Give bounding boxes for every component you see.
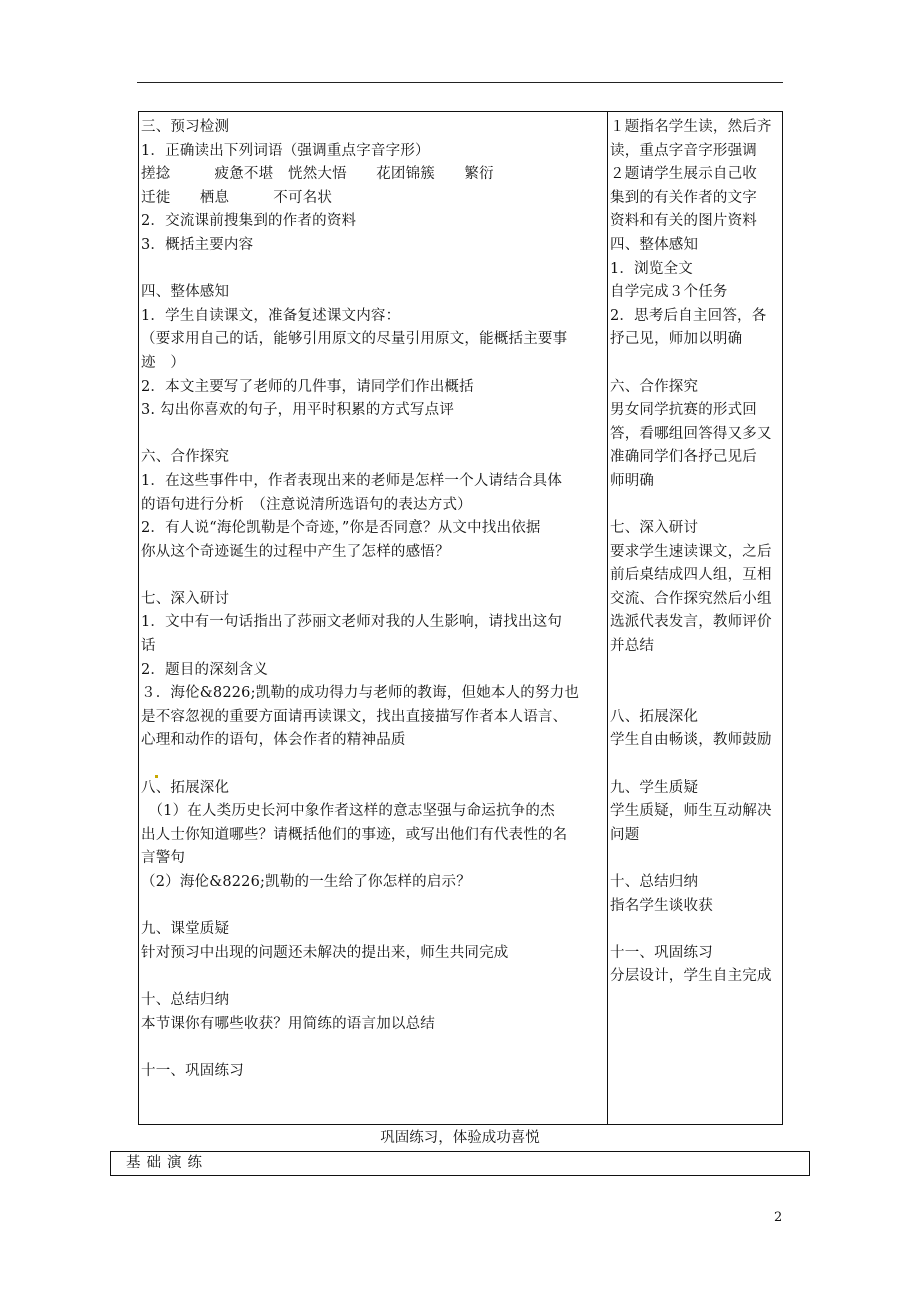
column-divider (607, 112, 608, 1124)
right-line: 选派代表发言，教师评价 (610, 614, 772, 631)
right-line: 交流、合作探究然后小组 (610, 590, 772, 607)
right-line (610, 682, 782, 706)
right-line (610, 494, 782, 518)
lesson-plan-table (138, 111, 783, 1125)
right-line: 分层设计，学生自主完成 (610, 968, 772, 985)
right-line: 资料和有关的图片资料 (610, 213, 757, 230)
left-line: 2．题目的深刻含义 (141, 661, 269, 678)
left-line: 1．正确读出下列词语（强调重点字音字形） (141, 142, 430, 159)
right-line: 学生质疑，师生互动解决 (610, 803, 772, 820)
left-line: 三、预习检测 (141, 119, 230, 135)
right-line: 2．思考后自主回答，各 (610, 307, 767, 324)
left-line: 言警句 (141, 850, 186, 867)
left-line: 你从这个奇迹诞生的过程中产生了怎样的感悟？ (141, 543, 450, 560)
left-line: 话 (141, 638, 156, 655)
left-line: 1．在这些事件中，作者表现出来的老师是怎样一个人请结合具体 (141, 472, 563, 489)
left-line: ３．海伦&8226;凯勒的成功得力与老师的教诲，但她本人的努力也 (141, 685, 580, 702)
left-line: 2．本文主要写了老师的几件事，请同学们作出概括 (141, 378, 474, 395)
student-activities-column (141, 116, 607, 1083)
right-line: 准确同学们各抒己见后 (610, 449, 757, 466)
right-line: 九、学生质疑 (610, 779, 699, 796)
right-line: 答，看哪组回答得又多又 (610, 425, 772, 442)
left-line: 搓捻 疲惫不堪 恍然大悟 花团锦簇 繁衍 (141, 166, 494, 183)
right-line (610, 659, 782, 683)
right-line: 并总结 (610, 638, 655, 655)
left-line: 3. 勾出你喜欢的句子，用平时积累的方式写点评 (141, 402, 455, 419)
right-line: 前后桌结成四人组，互相 (610, 567, 772, 584)
left-line: （要求用自己的话，能够引用原文的尽量引用原文，能概括主要事 (141, 331, 568, 348)
left-line (141, 1036, 607, 1060)
right-line (610, 847, 782, 871)
left-line (141, 423, 607, 447)
left-line: 是不容忽视的重要方面请再读课文，找出直接描写作者本人语言、 (141, 708, 568, 725)
right-line: 师明确 (610, 472, 655, 489)
left-line (141, 564, 607, 588)
right-line: 1．浏览全文 (610, 260, 693, 277)
left-line: 2．有人说“海伦凯勒是个奇迹，”你是否同意？从文中找出依据 (141, 520, 541, 537)
right-line: 六、合作探究 (610, 378, 699, 395)
right-line: 读，重点字音字形强调 (610, 142, 757, 159)
right-line: 学生自由畅谈，教师鼓励 (610, 732, 772, 749)
left-line: 七、深入研讨 (141, 590, 230, 607)
right-line: 男女同学抗赛的形式回 (610, 402, 757, 419)
left-line: 十、总结归纳 (141, 991, 230, 1008)
right-line: 十、总结归纳 (610, 874, 699, 890)
left-line: 本节课你有哪些收获？用简练的语言加以总结 (141, 1015, 435, 1032)
right-line: 七、深入研讨 (610, 520, 699, 537)
right-line: 自学完成３个任务 (610, 284, 728, 301)
left-line (141, 965, 607, 989)
right-line (610, 352, 782, 376)
right-line: ２题请学生展示自己收 (610, 166, 757, 183)
exercise-box (110, 1151, 810, 1176)
teaching-method-column (610, 116, 782, 989)
page-number: 2 (774, 1210, 783, 1225)
right-line: 集到的有关作者的文字 (610, 189, 757, 206)
right-line: 抒己见，师加以明确 (610, 331, 743, 348)
left-line: 的语句进行分析 （注意说清所选语句的表达方式） (141, 496, 472, 513)
marker-dot (155, 775, 158, 778)
left-line (141, 258, 607, 282)
left-line: 十一、巩固练习 (141, 1062, 244, 1079)
right-line: 四、整体感知 (610, 236, 699, 253)
right-line (610, 918, 782, 942)
header-rule (137, 82, 783, 83)
left-line: 3．概括主要内容 (141, 236, 254, 253)
left-line: 四、整体感知 (141, 284, 230, 301)
right-line: １题指名学生读，然后齐 (610, 119, 772, 135)
right-line: 问题 (610, 826, 640, 843)
right-line: 八、拓展深化 (610, 708, 699, 725)
left-line: 八、拓展深化 (141, 779, 230, 796)
left-line: 针对预习中出现的问题还未解决的提出来，师生共同完成 (141, 944, 509, 961)
left-line: （2）海伦&8226;凯勒的一生给了你怎样的启示？ (141, 874, 471, 890)
left-line: 心理和动作的语句，体会作者的精神品质 (141, 732, 406, 749)
left-line: 迹 ） (141, 354, 186, 371)
right-line (610, 753, 782, 777)
left-line: 迁徙 栖息 不可名状 (141, 189, 333, 206)
right-line: 十一、巩固练习 (610, 944, 713, 961)
right-line: 指名学生谈收获 (610, 897, 713, 914)
left-line (141, 895, 607, 919)
left-line: 1．文中有一句话指出了莎丽文老师对我的人生影响，请找出这句 (141, 614, 563, 631)
left-line: （1）在人类历史长河中象作者这样的意志坚强与命运抗争的杰 (141, 803, 555, 820)
left-line: 出人士你知道哪些？请概括他们的事迹，或写出他们有代表性的名 (141, 826, 568, 843)
left-line: 六、合作探究 (141, 449, 230, 466)
exercise-label: 基础演练 (126, 1155, 208, 1171)
left-line: 2．交流课前搜集到的作者的资料 (141, 213, 357, 230)
section-caption: 巩固练习，体验成功喜悦 (380, 1130, 540, 1146)
left-line: 1．学生自读课文，准备复述课文内容： (141, 307, 401, 324)
left-line: 九、课堂质疑 (141, 921, 230, 938)
left-line (141, 753, 607, 777)
right-line: 要求学生速读课文，之后 (610, 543, 772, 560)
